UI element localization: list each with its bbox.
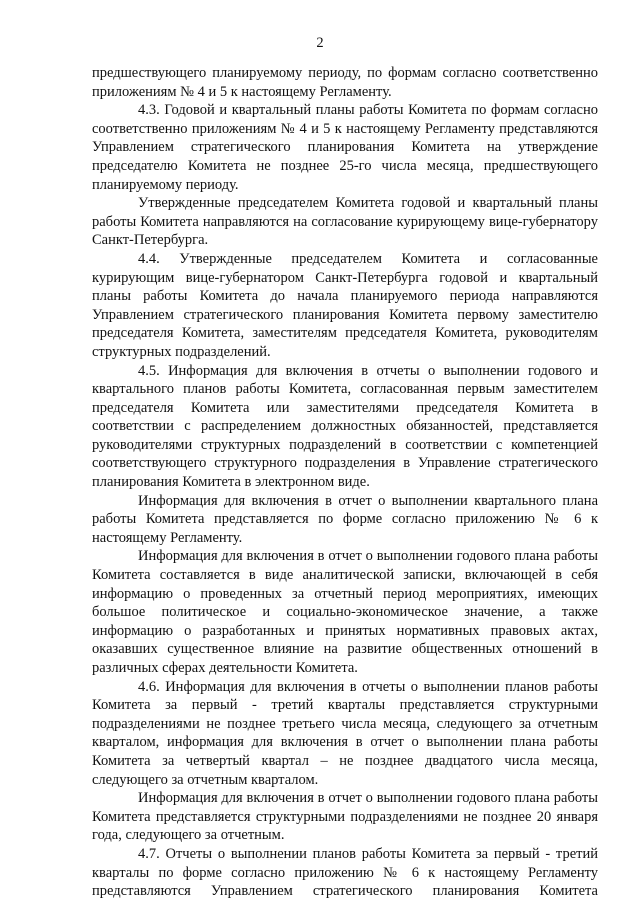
paragraph-4-3: 4.3. Годовой и квартальный планы работы Комитета по формам согласно соответственно приложениям № 4 и 5 к настоящему Регламенту представляются Управлением стратегического планирования Комитета на утверждение председателю Комитета не позднее 25-го числа месяца, предшествующего планируемому периоду. — [92, 102, 598, 193]
paragraph-approved-plans: Утвержденные председателем Комитета годовой и квартальный планы работы Комитета направляются на согласование курирующему вице-губернатору Санкт-Петербурга. — [92, 195, 598, 249]
document-body — [92, 64, 598, 901]
paragraph-4-6: 4.6. Информация для включения в отчеты о выполнении планов работы Комитета за первый - третий кварталы представляется структурными подразделениями не позднее третьего числа месяца, следующего за отчетным кварталом, информация для включения в отчет о выполнении плана работы Комитета за четвертый квартал – не позднее двадцатого числа месяца, следующего за отчетным кварталом. — [92, 678, 598, 788]
paragraph-quarterly-report-info: Информация для включения в отчет о выполнении квартального плана работы Комитета представляется по форме согласно приложению № 6 к настоящему Регламенту. — [92, 492, 598, 546]
paragraph-4-5: 4.5. Информация для включения в отчеты о выполнении годового и квартального планов работы Комитета, согласованная первым заместителем председателя Комитета или заместителями председателя Комитета в соответствии с распределением должностных обязанностей, представляется руководителями структурных подразделений в соответствии с компетенцией соответствующего структурного подразделения в Управление стратегического планирования Комитета в электронном виде. — [92, 362, 598, 491]
paragraph-continuation: предшествующего планируемому периоду, по формам согласно соответственно приложениям № 4 и 5 к настоящему Регламенту. — [92, 65, 598, 100]
page-number: 2 — [316, 35, 324, 51]
paragraph-4-4: 4.4. Утвержденные председателем Комитета и согласованные курирующим вице-губернатором Санкт-Петербурга годовой и квартальный планы работы Комитета до начала планируемого периода направляются Управлением стратегического планирования Комитета первому заместителю председателя Комитета, заместителям председателя Комитета, руководителям структурных подразделений. — [92, 250, 598, 360]
paragraph-4-7: 4.7. Отчеты о выполнении планов работы Комитета за первый - третий кварталы по форме согласно приложению № 6 к настоящему Регламенту представляются Управлением стратегического планирования Комитета — [92, 845, 598, 900]
paragraph-annual-deadline: Информация для включения в отчет о выполнении годового плана работы Комитета представляется структурными подразделениями не позднее 20 января года, следующего за отчетным. — [92, 790, 598, 844]
paragraph-annual-report-info: Информация для включения в отчет о выполнении годового плана работы Комитета составляется в виде аналитической записки, включающей в себя информацию о проведенных за отчетный период мероприятиях, имеющих большое политическое и социально-экономическое значение, а также информацию о разработанных и принятых нормативных правовых актах, оказавших существенное влияние на развитие общественных отношений в различных сферах деятельности Комитета. — [92, 548, 598, 676]
